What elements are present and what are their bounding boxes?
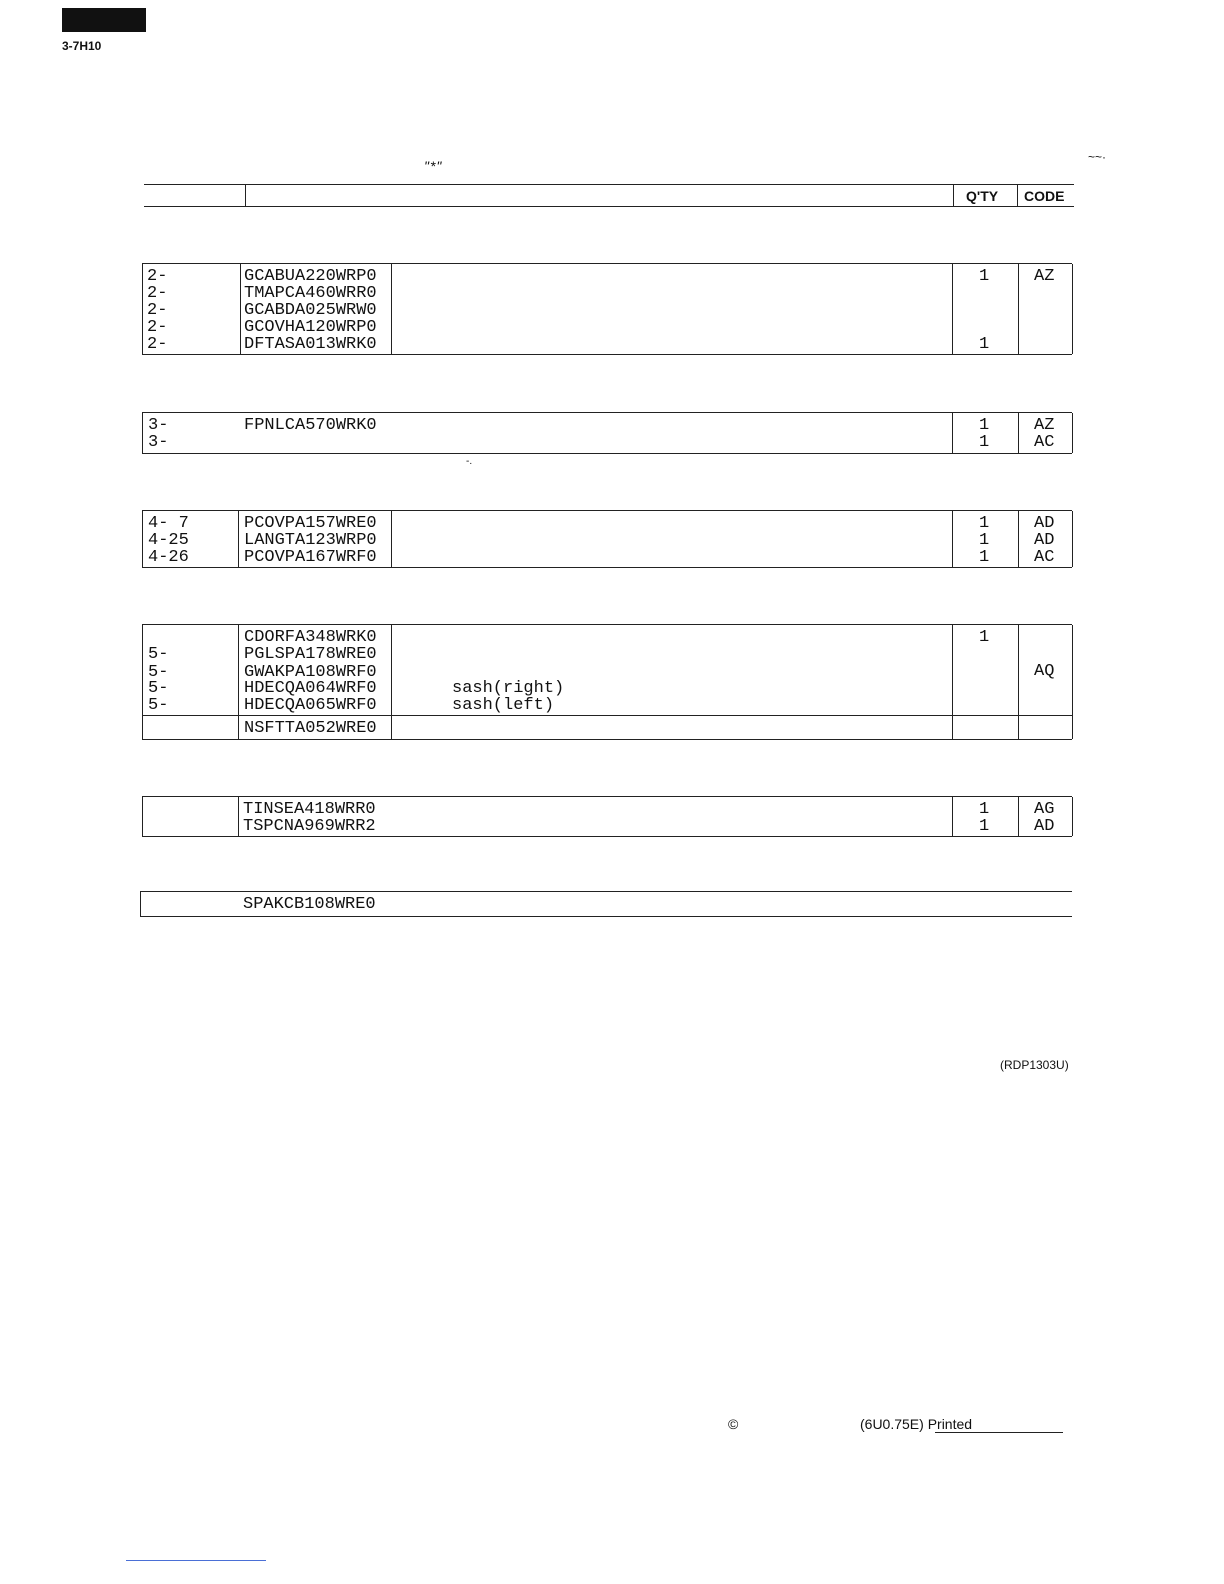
- table-row-ref: 2-: [147, 301, 168, 320]
- table-row-code: AQ: [1034, 662, 1055, 681]
- table-row-part: GCOVHA120WRP0: [244, 318, 377, 337]
- table-row-part: CDORFA348WRK0: [244, 628, 377, 647]
- table-row-code: AG: [1034, 800, 1055, 819]
- table-row-part: NSFTTA052WRE0: [244, 719, 377, 738]
- table-row-desc: sash(right): [452, 679, 565, 698]
- corner-mark: ~~·: [1088, 150, 1107, 164]
- table-row-part: TMAPCA460WRR0: [244, 284, 377, 303]
- table-row-ref: 3-: [148, 433, 169, 452]
- copyright-symbol: ©: [728, 1416, 739, 1432]
- table-row-part: GCABDA025WRW0: [244, 301, 377, 320]
- table-row-ref: 4- 7: [148, 514, 189, 533]
- table-row-qty: 1: [979, 531, 990, 550]
- table-row-qty: 1: [979, 335, 990, 354]
- table-row-qty: 1: [979, 817, 990, 836]
- table-row-ref: 4-25: [148, 531, 189, 550]
- qty-header: Q'TY: [966, 188, 999, 204]
- table-row-ref: 3-: [148, 416, 169, 435]
- table-row-code: AD: [1034, 531, 1055, 550]
- table-row-qty: 1: [979, 548, 990, 567]
- table-row-code: AC: [1034, 548, 1055, 567]
- document-code: (RDP1303U): [1000, 1058, 1069, 1072]
- star-note: "*": [424, 158, 443, 174]
- printed-note: (6U0.75E) Printed: [860, 1416, 973, 1432]
- table-row-code: AD: [1034, 817, 1055, 836]
- table-row-part: SPAKCB108WRE0: [243, 895, 376, 914]
- code-header: CODE: [1024, 188, 1065, 204]
- table-row-ref: 5-: [148, 679, 169, 698]
- table-row-part: LANGTA123WRP0: [244, 531, 377, 550]
- table-row-ref: 4-26: [148, 548, 189, 567]
- table-row-ref: 2-: [147, 318, 168, 337]
- table-row-part: PGLSPA178WRE0: [244, 645, 377, 664]
- table-row-code: AD: [1034, 514, 1055, 533]
- table-row-ref: 2-: [147, 335, 168, 354]
- table-row-qty: 1: [979, 267, 990, 286]
- table-row-part: HDECQA064WRF0: [244, 679, 377, 698]
- table-row-ref: 5-: [148, 663, 169, 682]
- table-row-part: GCABUA220WRP0: [244, 267, 377, 286]
- table-row-qty: 1: [979, 514, 990, 533]
- table-row-qty: 1: [979, 416, 990, 435]
- table-row-code: AZ: [1034, 267, 1055, 286]
- table-row-desc: sash(left): [452, 696, 555, 715]
- table-row-code: AZ: [1034, 416, 1055, 435]
- table-row-qty: 1: [979, 628, 990, 647]
- table-row-part: GWAKPA108WRF0: [244, 663, 377, 682]
- table-row-part: DFTASA013WRK0: [244, 335, 377, 354]
- table-row-part: PCOVPA167WRF0: [244, 548, 377, 567]
- table-row-qty: 1: [979, 433, 990, 452]
- table-row-code: AC: [1034, 433, 1055, 452]
- stray-mark: -.: [466, 456, 473, 467]
- table-row-part: PCOVPA157WRE0: [244, 514, 377, 533]
- table-row-part: FPNLCA570WRK0: [244, 416, 377, 435]
- table-row-ref: 2-: [147, 284, 168, 303]
- table-row-ref: 2-: [147, 267, 168, 286]
- model-code: 3-7H10: [62, 39, 102, 53]
- table-row-part: HDECQA065WRF0: [244, 696, 377, 715]
- table-row-ref: 5-: [148, 645, 169, 664]
- table-row-part: TSPCNA969WRR2: [243, 817, 376, 836]
- header-black-box: [62, 8, 146, 32]
- bottom-blue-line: [126, 1560, 266, 1561]
- printed-underline: [935, 1432, 1063, 1433]
- table-row-qty: 1: [979, 800, 990, 819]
- table-row-part: TINSEA418WRR0: [243, 800, 376, 819]
- table-row-ref: 5-: [148, 696, 169, 715]
